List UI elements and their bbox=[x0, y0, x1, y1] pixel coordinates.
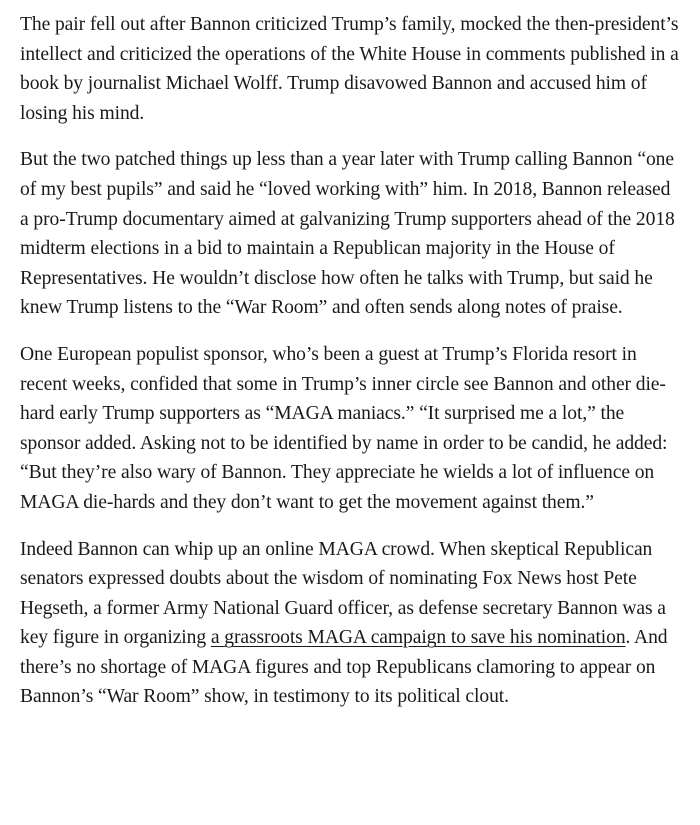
article-paragraph-3: One European populist sponsor, who’s been a guest at Trump’s Florida resort in recent weeks, confided that some in Trump’s inner circle see Bannon and other die-hard early Trump supporters as “MAGA maniacs.” “It surprised me a lot,” the sponsor added. Asking not to be identified by name in order to be candid, he added: “But they’re also wary of Bannon. They appreciate he wields a lot of influence on MAGA die-hards and they don’t want to get the movement against them.” bbox=[20, 343, 668, 513]
article-paragraph-2: But the two patched things up less than a year later with Trump calling Bannon “one of my best pupils” and said he “loved working with” him. In 2018, Bannon released a pro-Trump documentary aimed at galvanizing Trump supporters ahead of the 2018 midterm elections in a bid to maintain a Republican majority in the House of Representatives. He wouldn’t disclose how often he talks with Trump, but said he knew Trump listens to the “War Room” and often sends along notes of praise. bbox=[20, 149, 675, 319]
paragraph-4-text-before-link: Indeed Bannon can whip up an online MAGA crowd. When skeptical Republican senators expressed doubts about the wisdom of nominating Fox News host Pete Hegseth, a former Army National Guard officer, as defense secretary Bannon was a key figure in organizing bbox=[20, 538, 666, 649]
article-paragraph-4 bbox=[20, 535, 682, 713]
grassroots-campaign-link[interactable]: a grassroots MAGA campaign to save his nomination bbox=[210, 627, 626, 649]
article-body bbox=[0, 10, 700, 712]
article-paragraph-1: The pair fell out after Bannon criticized Trump’s family, mocked the then-president’s intellect and criticized the operations of the White House in comments published in a book by journalist Michael Wolff. Trump disavowed Bannon and accused him of losing his mind. bbox=[20, 14, 679, 124]
paragraph-4-text-after-link: . And there’s no shortage of MAGA figures and top Republicans clamoring to appear on Bannon’s “War Room” show, in testimony to its political clout. bbox=[20, 627, 668, 708]
